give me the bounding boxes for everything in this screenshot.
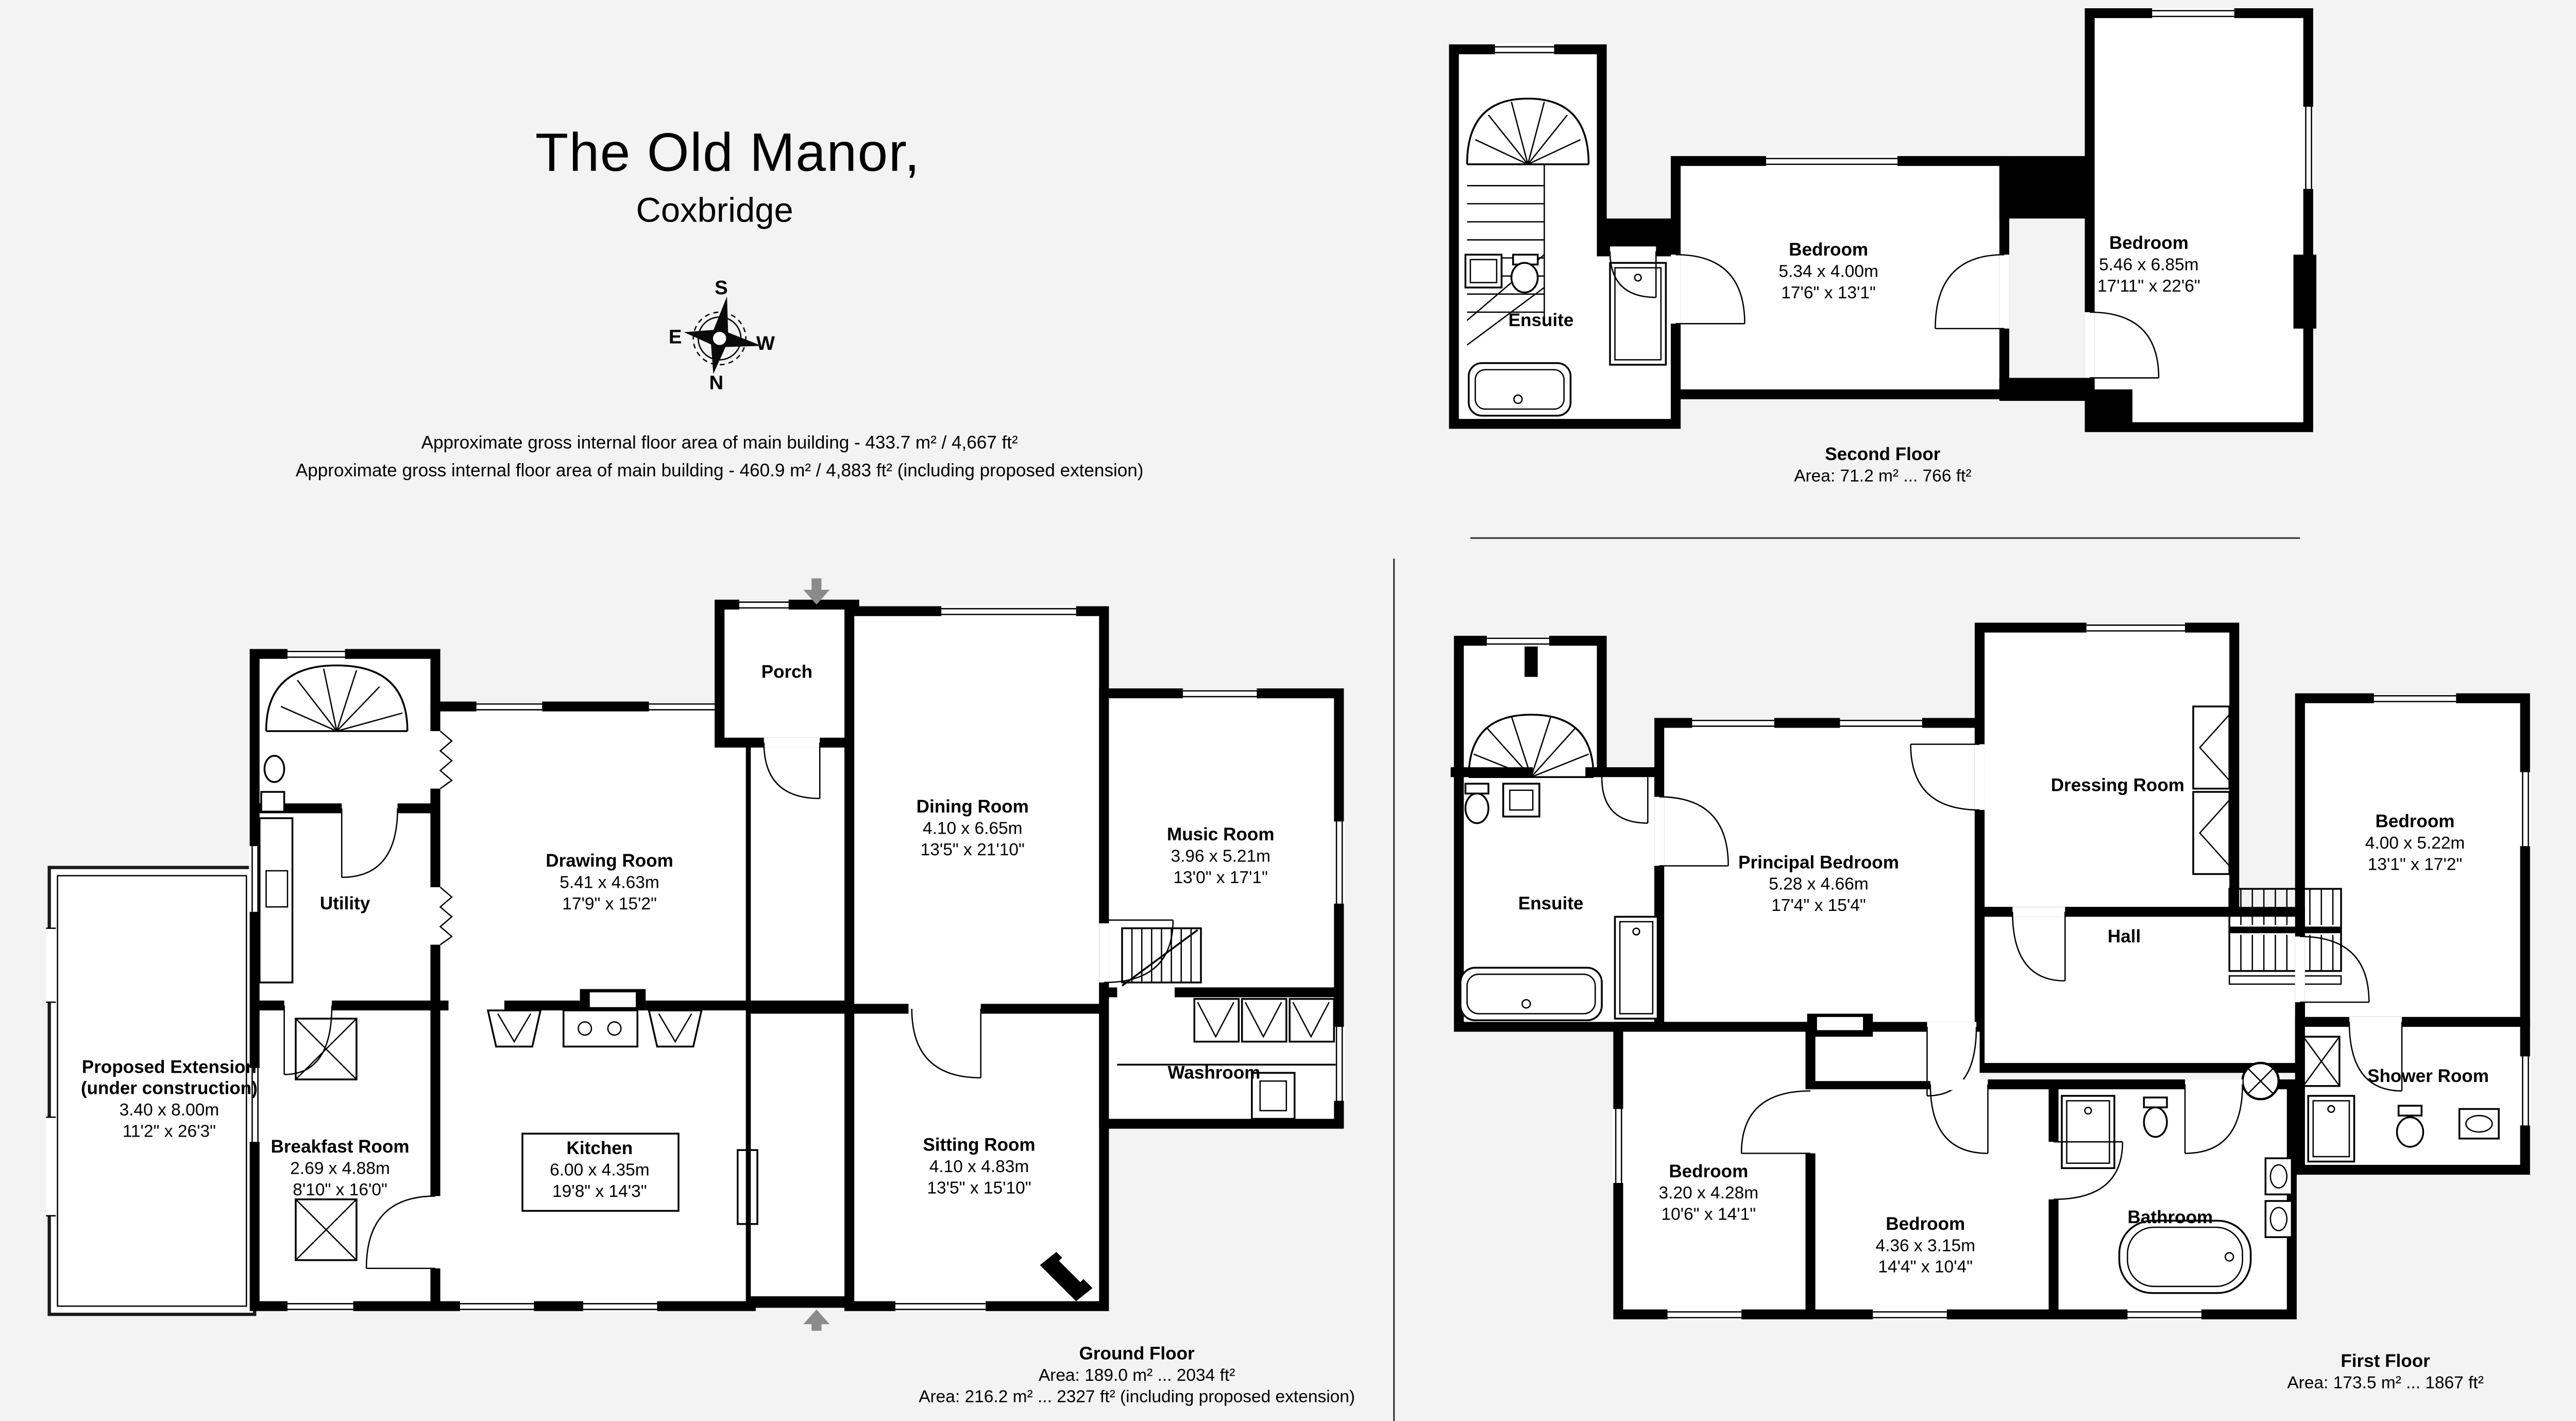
room-label-proposed-extension: Proposed Extension (under construction) 3.40 x 8.00m 11'2" x 26'3"	[80, 1058, 258, 1142]
room-label-music-room: Music Room 3.96 x 5.21m 13'0" x 17'1"	[1166, 825, 1275, 888]
compass-west-label: W	[756, 332, 775, 355]
dining-sitting-block	[850, 605, 1104, 1312]
room-label-principal-bedroom: Principal Bedroom 5.28 x 4.66m 17'4" x 15'4"	[1738, 853, 1899, 916]
room-label-bathroom: Bathroom	[2127, 1208, 2213, 1228]
bedroom-right	[2090, 13, 2316, 428]
bedroom-middle	[1676, 156, 2095, 401]
sink-icon	[2460, 1109, 2499, 1138]
toilet-icon	[2144, 1097, 2167, 1137]
entrance-arrow-icon	[803, 1309, 829, 1330]
room-label-hall: Hall	[2107, 927, 2141, 948]
sink-icon	[1465, 255, 1501, 287]
compass-rose	[677, 290, 769, 381]
fireplace-icon	[580, 989, 646, 1010]
main-block	[255, 654, 751, 1306]
horizontal-divider	[1470, 537, 2300, 539]
dressing-room-outline	[1979, 628, 2234, 912]
room-label-bedroom-bm: Bedroom 4.36 x 3.15m 14'4" x 10'4"	[1875, 1215, 1976, 1278]
room-label-ensuite-1f: Ensuite	[1518, 894, 1584, 915]
toilet-icon	[2397, 1106, 2423, 1147]
toilet-icon	[1512, 255, 1538, 292]
room-label-dining-room: Dining Room 4.10 x 6.65m 13'5" x 21'10"	[916, 798, 1029, 860]
rooflight-icon	[2243, 1063, 2279, 1099]
compass-south-label: S	[715, 276, 728, 299]
fireplace-icon	[1807, 1013, 1873, 1037]
room-label-bedroom-tr: Bedroom 4.00 x 5.22m 13'1" x 17'2"	[2365, 812, 2465, 875]
compass-north-label: N	[709, 371, 724, 394]
room-label-shower-room: Shower Room	[2367, 1067, 2489, 1087]
page-title: The Old Manor,	[535, 121, 921, 182]
area-note-line2: Approximate gross internal floor area of main building - 460.9 m² / 4,883 ft² (including proposed extension)	[295, 462, 1144, 482]
compass-east-label: E	[668, 326, 682, 348]
shower-icon	[1615, 917, 1658, 1019]
second-floor-caption: Second Floor Area: 71.2 m² ... 766 ft²	[1794, 445, 1972, 486]
shower-icon	[1610, 263, 1666, 365]
vertical-divider	[1393, 559, 1395, 1421]
area-note-line1: Approximate gross internal floor area of main building - 433.7 m² / 4,667 ft²	[421, 433, 1018, 454]
room-label-bedroom2-2f: Bedroom 5.46 x 6.85m 17'11" x 22'6"	[2097, 234, 2200, 297]
ground-floor-caption: Ground Floor Area: 189.0 m² ... 2034 ft² Area: 216.2 m² ... 2327 ft² (including proposed extension)	[919, 1345, 1355, 1408]
toilet-icon	[1465, 784, 1488, 823]
room-label-drawing-room: Drawing Room 5.41 x 4.63m 17'9" x 15'2"	[546, 852, 673, 915]
first-floor-plan	[1437, 616, 2538, 1331]
sink-icon	[1503, 784, 1539, 817]
room-label-washroom: Washroom	[1167, 1063, 1261, 1084]
shower-icon	[2308, 1096, 2354, 1162]
bath-icon	[2120, 1221, 2251, 1293]
bath-icon	[1469, 363, 1571, 416]
room-label-sitting-room: Sitting Room 4.10 x 4.83m 13'5" x 15'10"	[923, 1136, 1036, 1199]
second-floor-plan	[1446, 8, 2316, 435]
ground-floor-plan	[41, 575, 1355, 1331]
compass-icon	[662, 269, 777, 394]
page-subtitle: Coxbridge	[636, 192, 793, 230]
bath-icon	[1461, 968, 1602, 1020]
room-label-utility: Utility	[319, 894, 370, 915]
room-label-kitchen: Kitchen 6.00 x 4.35m 19'8" x 14'3"	[550, 1139, 650, 1202]
room-label-bedroom-bl: Bedroom 3.20 x 4.28m 10'6" x 14'1"	[1658, 1162, 1759, 1225]
shower-icon	[2062, 1096, 2114, 1168]
room-label-bedroom1-2f: Bedroom 5.34 x 4.00m 17'6" x 13'1"	[1778, 241, 1878, 303]
room-label-porch: Porch	[761, 663, 813, 683]
first-floor-caption: First Floor Area: 173.5 m² ... 1867 ft²	[2287, 1352, 2484, 1394]
area-notes	[227, 430, 1212, 486]
room-label-ensuite-2f: Ensuite	[1508, 311, 1574, 331]
room-label-breakfast-room: Breakfast Room 2.69 x 4.88m 8'10" x 16'0"	[270, 1138, 410, 1200]
music-washroom-block	[1104, 688, 1345, 1124]
room-label-dressing-room: Dressing Room	[2050, 776, 2184, 796]
